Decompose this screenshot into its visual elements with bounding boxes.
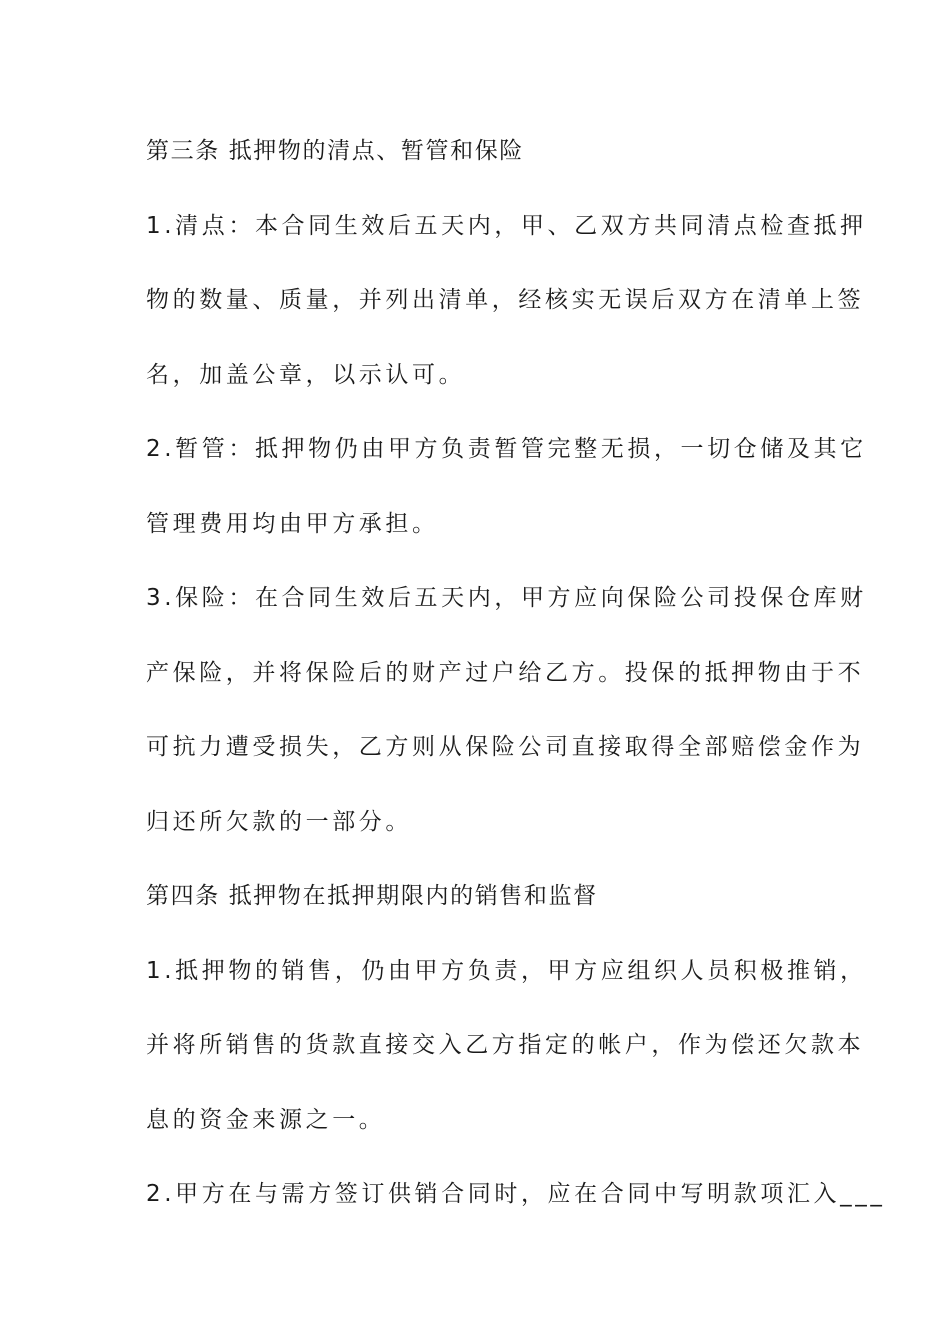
paragraph-line: 1.抵押物的销售，仍由甲方负责，甲方应组织人员积极推销， (146, 957, 867, 984)
paragraph-line: 3.保险：在合同生效后五天内，甲方应向保险公司投保仓库财 (146, 585, 867, 611)
paragraph-line: 产保险，并将保险后的财产过户给乙方。投保的抵押物由于不 (146, 659, 865, 686)
paragraph-line: 并将所销售的货款直接交入乙方指定的帐户，作为偿还欠款本 (146, 1032, 865, 1058)
paragraph-line: 1.清点：本合同生效后五天内，甲、乙双方共同清点检查抵押 (146, 212, 867, 239)
paragraph-line: 可抗力遭受损失，乙方则从保险公司直接取得全部赔偿金作为 (146, 734, 865, 760)
article-4-heading: 第四条 抵押物在抵押期限内的销售和监督 (146, 883, 598, 909)
paragraph-line: 物的数量、质量，并列出清单，经核实无误后双方在清单上签 (146, 287, 865, 313)
document-body (146, 128, 886, 1246)
paragraph-line: 息的资金来源之一。 (146, 1106, 386, 1133)
paragraph-line: 管理费用均由甲方承担。 (146, 510, 439, 537)
paragraph-line: 2.甲方在与需方签订供销合同时，应在合同中写明款项汇入___ (146, 1181, 886, 1207)
paragraph-line: 名，加盖公章，以示认可。 (146, 361, 466, 388)
paragraph-line: 2.暂管：抵押物仍由甲方负责暂管完整无损，一切仓储及其它 (146, 436, 867, 462)
article-3-heading: 第三条 抵押物的清点、暂管和保险 (146, 138, 524, 164)
paragraph-line: 归还所欠款的一部分。 (146, 808, 412, 835)
